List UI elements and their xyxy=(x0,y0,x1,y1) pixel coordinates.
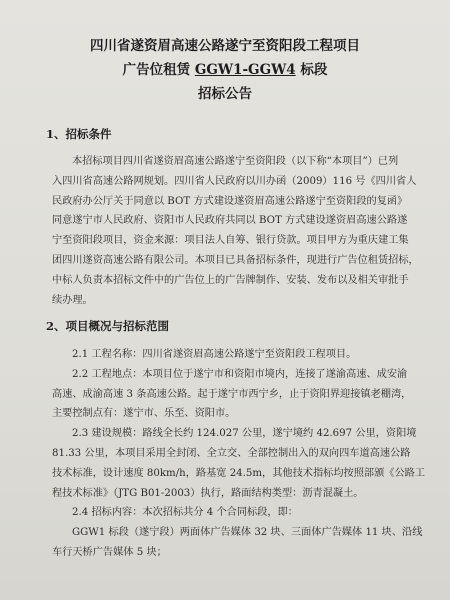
section1-line: 宁至资阳段项目，资金来源：项目法人自筹、银行贷款。项目甲方为重庆建工集 xyxy=(52,235,409,247)
doc-title-line2 xyxy=(0,58,450,78)
section1-line: 续办理。 xyxy=(52,294,93,306)
section1-line: 入四川省高速公路网规划。四川省人民政府以川办函（2009）116 号《四川省人 xyxy=(52,175,417,187)
doc-title-line2-post: 标段 xyxy=(295,62,328,78)
section2-line: 主要控制点有：遂宁市、乐至、资阳市。 xyxy=(52,408,236,420)
section2-line: 高速、成渝高速 3 条高速公路。起于遂宁市西宁乡，止于资阳界迎接镇老棚湾， xyxy=(52,388,412,400)
doc-title-line3: 招标公告 xyxy=(198,86,252,102)
section1-heading: 1、招标条件 xyxy=(46,127,112,141)
section2-line: 2.1 工程名称：四川省遂资眉高速公路遂宁至资阳段工程项目。 xyxy=(72,349,357,360)
section2-line: 2.2 工程地点：本项目位于遂宁市和资阳市境内，连接了遂渝高速、成安渝 xyxy=(72,368,408,380)
section2-line: 2.4 招标内容：本次招标共分 4 个合同标段，即： xyxy=(72,507,298,519)
section1-line: 中标人负责本招标文件中的广告位上的广告牌制作、安装、发布以及相关审批手 xyxy=(52,274,409,286)
doc-title-line1: 四川省遂资眉高速公路遂宁至资阳段工程项目 xyxy=(90,38,360,54)
doc-title-line2-pre: 广告位租赁 xyxy=(122,62,195,78)
section1-line: 团四川遂资高速公路有限公司。本项目已具备招标条件，现进行广告位租赁招标， xyxy=(52,254,419,266)
section1-body xyxy=(52,152,419,310)
section1-line: 民政府办公厅关于同意以 BOT 方式建设遂资眉高速公路遂宁至资阳段的复函》 xyxy=(52,195,408,207)
section2-line: 车行天桥广告媒体 5 块； xyxy=(52,546,167,558)
section2-body xyxy=(52,345,426,563)
section2-line: 2.3 建设规模：路线全长约 124.027 公里，遂宁境约 42.697 公里，资阳境 xyxy=(72,428,417,440)
section1-line: 本招标项目四川省遂资眉高速公路遂宁至资阳段（以下称“本项目”）已列 xyxy=(72,156,399,167)
doc-title-line2-code: GGW1-GGW4 xyxy=(194,62,296,78)
section2-line: 81.33 公里，本项目采用全封闭、全立交、全部控制出入的双向四车道高速公路 xyxy=(52,447,411,459)
section1-line: 同意遂宁市人民政府、资阳市人民政府共同以 BOT 方式建设遂资眉高速公路遂 xyxy=(52,215,408,227)
section2-line: 技术标准，设计速度 80km/h，路基宽 24.5m，其他技术指标均按照部颁《公路工 xyxy=(52,467,426,479)
section2-line: GGW1 标段（遂宁段）两面体广告媒体 32 块、三面体广告媒体 11 块、沿线 xyxy=(72,527,423,539)
section2-line: 程技术标准》（JTG B01-2003）执行，路面结构类型：沥青混凝土。 xyxy=(52,487,364,499)
section2-heading: 2、项目概况与招标范围 xyxy=(46,319,170,333)
